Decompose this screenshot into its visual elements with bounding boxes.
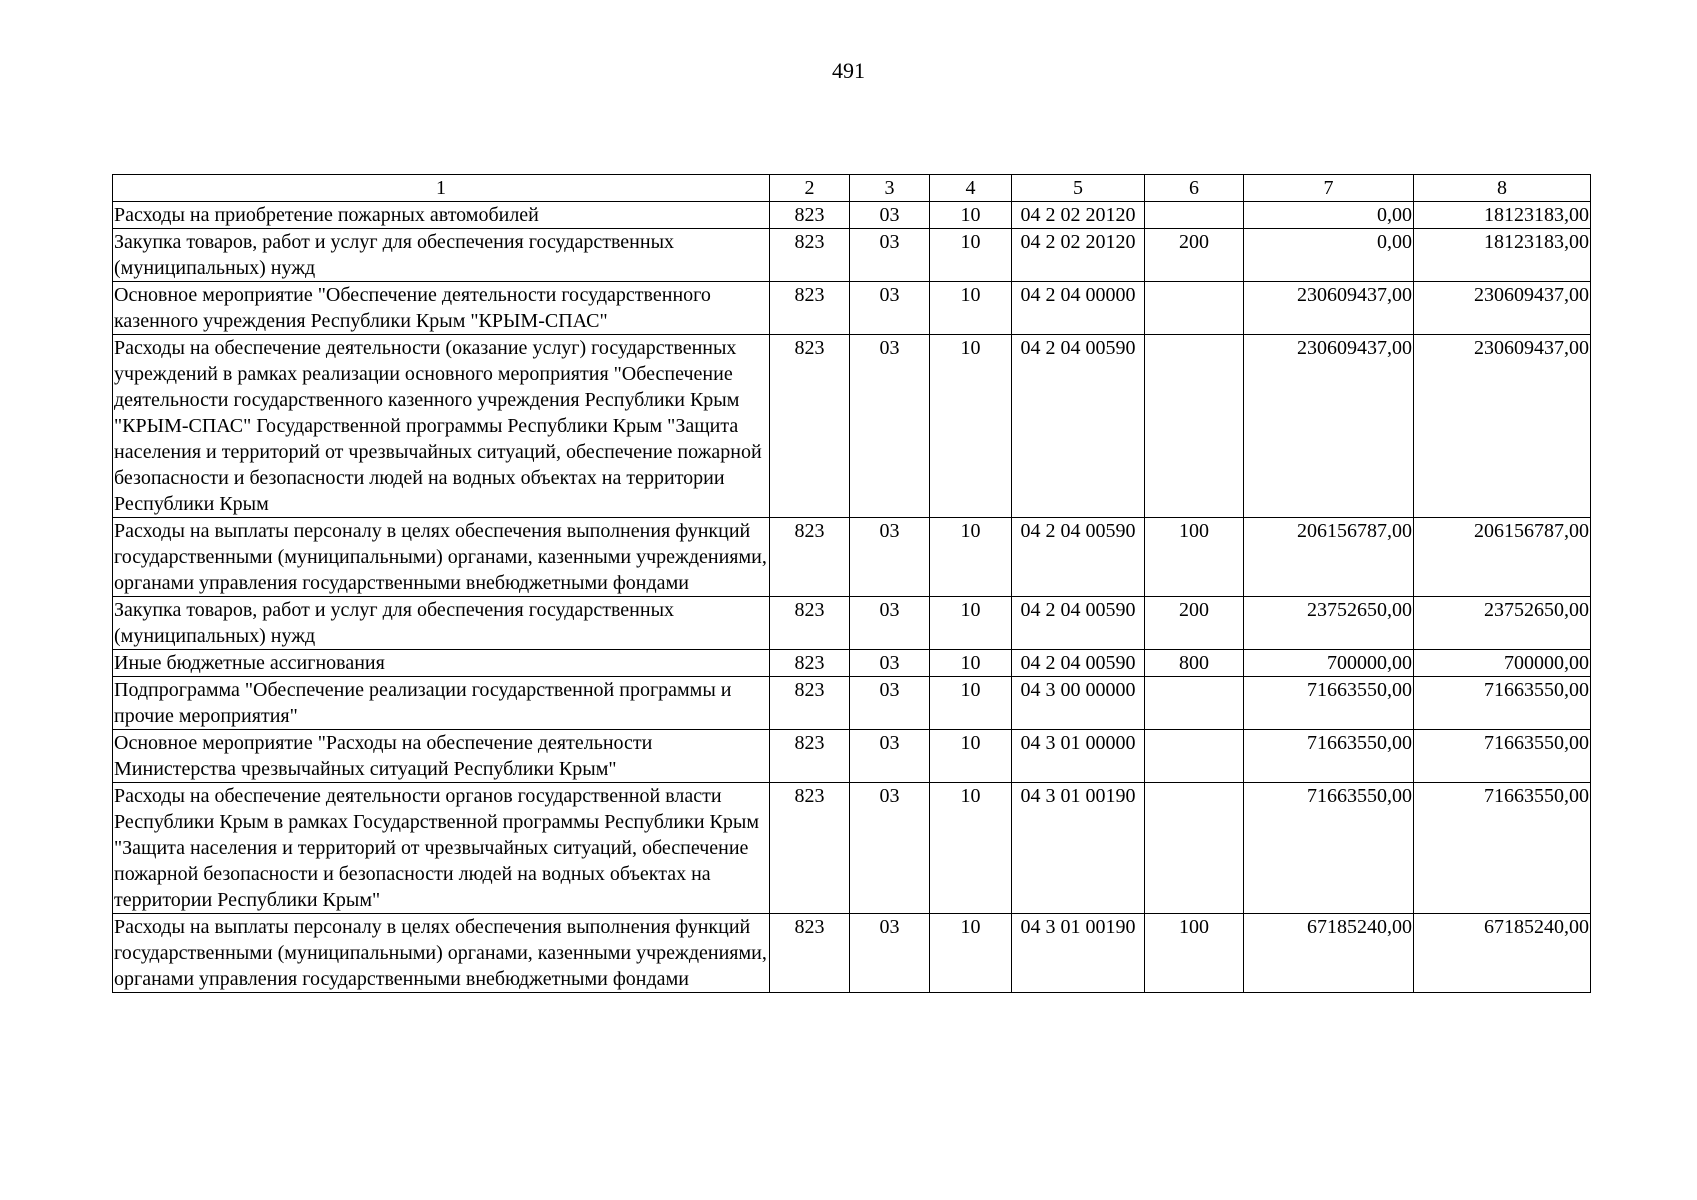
cell-col2: 823: [770, 783, 850, 914]
cell-col7: 71663550,00: [1244, 677, 1414, 730]
cell-col8: 71663550,00: [1414, 730, 1591, 783]
cell-col4: 10: [930, 597, 1012, 650]
table-row: [113, 914, 1591, 993]
column-header: 6: [1145, 175, 1244, 202]
cell-col2: 823: [770, 229, 850, 282]
cell-col8: 230609437,00: [1414, 282, 1591, 335]
row-description: Закупка товаров, работ и услуг для обеспечения государственных (муниципальных) нужд: [113, 229, 770, 282]
cell-col7: 71663550,00: [1244, 783, 1414, 914]
cell-col6: 100: [1145, 914, 1244, 993]
cell-col4: 10: [930, 677, 1012, 730]
cell-col3: 03: [850, 335, 930, 518]
cell-col8: 71663550,00: [1414, 677, 1591, 730]
cell-col8: 71663550,00: [1414, 783, 1591, 914]
cell-col2: 823: [770, 202, 850, 229]
column-header: 5: [1012, 175, 1145, 202]
cell-col6: [1145, 730, 1244, 783]
cell-col6: [1145, 677, 1244, 730]
cell-col8: 18123183,00: [1414, 202, 1591, 229]
cell-col6: [1145, 202, 1244, 229]
cell-col6: [1145, 783, 1244, 914]
table-row: [113, 518, 1591, 597]
cell-col2: 823: [770, 677, 850, 730]
cell-col8: 230609437,00: [1414, 335, 1591, 518]
cell-col6: 200: [1145, 229, 1244, 282]
cell-col4: 10: [930, 282, 1012, 335]
cell-col2: 823: [770, 914, 850, 993]
table-row: [113, 650, 1591, 677]
cell-col5: 04 2 04 00000: [1012, 282, 1145, 335]
cell-col3: 03: [850, 518, 930, 597]
cell-col7: 230609437,00: [1244, 335, 1414, 518]
cell-col2: 823: [770, 518, 850, 597]
table-row: [113, 783, 1591, 914]
row-description: Основное мероприятие "Расходы на обеспечение деятельности Министерства чрезвычайных ситуаций Республики Крым": [113, 730, 770, 783]
cell-col3: 03: [850, 730, 930, 783]
cell-col3: 03: [850, 282, 930, 335]
cell-col5: 04 2 04 00590: [1012, 650, 1145, 677]
cell-col8: 23752650,00: [1414, 597, 1591, 650]
cell-col5: 04 3 01 00190: [1012, 783, 1145, 914]
cell-col8: 18123183,00: [1414, 229, 1591, 282]
cell-col5: 04 2 04 00590: [1012, 597, 1145, 650]
cell-col6: 200: [1145, 597, 1244, 650]
table-row: [113, 335, 1591, 518]
cell-col7: 230609437,00: [1244, 282, 1414, 335]
cell-col5: 04 3 01 00000: [1012, 730, 1145, 783]
cell-col7: 23752650,00: [1244, 597, 1414, 650]
row-description: Расходы на обеспечение деятельности (оказание услуг) государственных учреждений в рамках реализации основного мероприятия "Обеспечение деятельности государственного казенного учреждения Республики Крым "КРЫМ-СПАС" Государственной программы Республики Крым "Защита населения и территорий от чрезвычайных ситуаций, обеспечение пожарной безопасности и безопасности людей на водных объектах на территории Республики Крым: [113, 335, 770, 518]
cell-col8: 700000,00: [1414, 650, 1591, 677]
table-row: [113, 730, 1591, 783]
cell-col5: 04 2 04 00590: [1012, 518, 1145, 597]
table-row: [113, 202, 1591, 229]
cell-col7: 0,00: [1244, 229, 1414, 282]
cell-col4: 10: [930, 783, 1012, 914]
cell-col6: 100: [1145, 518, 1244, 597]
budget-table: [112, 174, 1591, 993]
cell-col3: 03: [850, 229, 930, 282]
cell-col4: 10: [930, 730, 1012, 783]
table-row: [113, 677, 1591, 730]
cell-col7: 700000,00: [1244, 650, 1414, 677]
cell-col6: [1145, 282, 1244, 335]
column-header: 1: [113, 175, 770, 202]
cell-col5: 04 3 01 00190: [1012, 914, 1145, 993]
cell-col4: 10: [930, 650, 1012, 677]
column-header: 2: [770, 175, 850, 202]
row-description: Расходы на выплаты персоналу в целях обеспечения выполнения функций государственными (муниципальными) органами, казенными учреждениями, органами управления государственными внебюджетными фондами: [113, 914, 770, 993]
cell-col4: 10: [930, 335, 1012, 518]
cell-col8: 206156787,00: [1414, 518, 1591, 597]
cell-col7: 67185240,00: [1244, 914, 1414, 993]
page-number: 491: [832, 58, 865, 83]
cell-col6: 800: [1145, 650, 1244, 677]
cell-col3: 03: [850, 677, 930, 730]
column-header: 4: [930, 175, 1012, 202]
cell-col7: 71663550,00: [1244, 730, 1414, 783]
table-row: [113, 597, 1591, 650]
cell-col2: 823: [770, 282, 850, 335]
row-description: Основное мероприятие "Обеспечение деятельности государственного казенного учреждения Республики Крым "КРЫМ-СПАС": [113, 282, 770, 335]
column-header: 7: [1244, 175, 1414, 202]
cell-col5: 04 2 02 20120: [1012, 202, 1145, 229]
cell-col3: 03: [850, 783, 930, 914]
row-description: Расходы на обеспечение деятельности органов государственной власти Республики Крым в рамках Государственной программы Республики Крым "Защита населения и территорий от чрезвычайных ситуаций, обеспечение пожарной безопасности и безопасности людей на водных объектах на территории Республики Крым": [113, 783, 770, 914]
cell-col5: 04 2 04 00590: [1012, 335, 1145, 518]
table-row: [113, 229, 1591, 282]
cell-col4: 10: [930, 202, 1012, 229]
cell-col2: 823: [770, 335, 850, 518]
cell-col2: 823: [770, 730, 850, 783]
cell-col2: 823: [770, 597, 850, 650]
row-description: Подпрограмма "Обеспечение реализации государственной программы и прочие мероприятия": [113, 677, 770, 730]
header-row: [113, 175, 1591, 202]
cell-col4: 10: [930, 229, 1012, 282]
table-row: [113, 282, 1591, 335]
row-description: Расходы на выплаты персоналу в целях обеспечения выполнения функций государственными (муниципальными) органами, казенными учреждениями, органами управления государственными внебюджетными фондами: [113, 518, 770, 597]
row-description: Закупка товаров, работ и услуг для обеспечения государственных (муниципальных) нужд: [113, 597, 770, 650]
cell-col3: 03: [850, 202, 930, 229]
column-header: 3: [850, 175, 930, 202]
column-header: 8: [1414, 175, 1591, 202]
cell-col6: [1145, 335, 1244, 518]
cell-col8: 67185240,00: [1414, 914, 1591, 993]
row-description: Расходы на приобретение пожарных автомобилей: [113, 202, 770, 229]
cell-col3: 03: [850, 597, 930, 650]
cell-col3: 03: [850, 914, 930, 993]
cell-col4: 10: [930, 518, 1012, 597]
cell-col4: 10: [930, 914, 1012, 993]
cell-col7: 0,00: [1244, 202, 1414, 229]
row-description: Иные бюджетные ассигнования: [113, 650, 770, 677]
cell-col5: 04 3 00 00000: [1012, 677, 1145, 730]
cell-col7: 206156787,00: [1244, 518, 1414, 597]
cell-col3: 03: [850, 650, 930, 677]
cell-col2: 823: [770, 650, 850, 677]
cell-col5: 04 2 02 20120: [1012, 229, 1145, 282]
